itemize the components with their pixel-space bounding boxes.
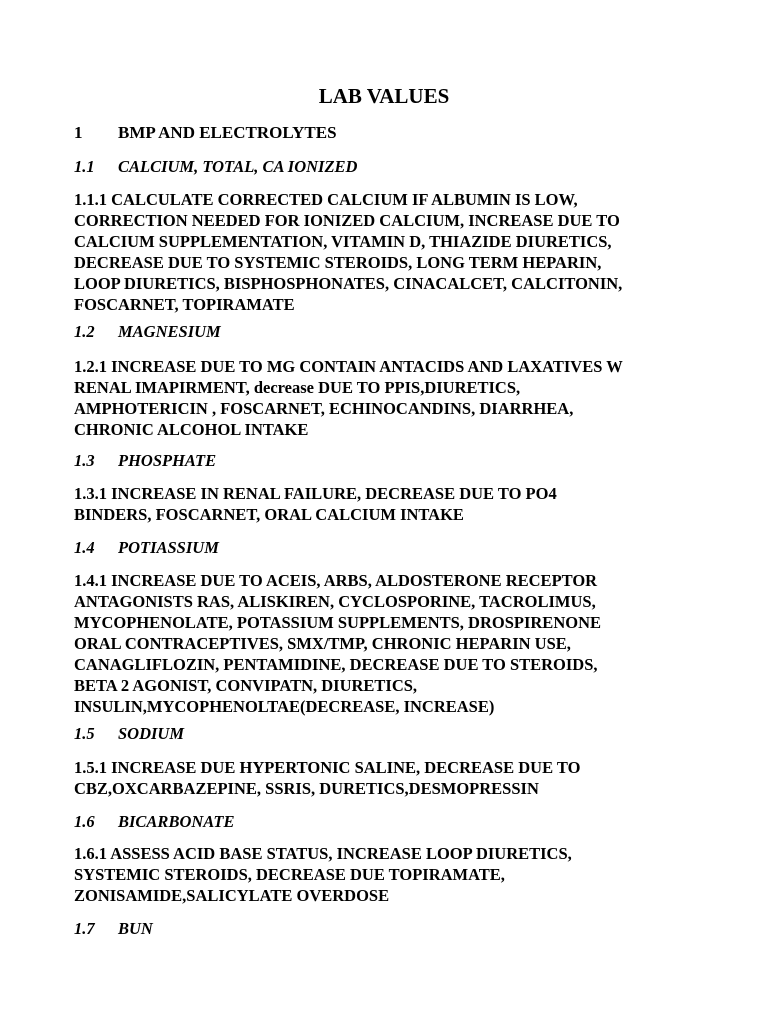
subsection-heading-magnesium <box>74 321 221 343</box>
subsection-label: PHOSPHATE <box>118 451 217 470</box>
subsection-heading-phosphate <box>74 450 216 472</box>
paragraph-line: ORAL CONTRACEPTIVES, SMX/TMP, CHRONIC HEPARIN USE, <box>74 634 571 653</box>
section-heading-1 <box>74 122 337 144</box>
subsection-number: 1.4 <box>74 538 95 557</box>
subsection-heading-sodium <box>74 723 184 745</box>
paragraph-line: BINDERS, FOSCARNET, ORAL CALCIUM INTAKE <box>74 505 464 524</box>
subsection-label: POTIASSIUM <box>118 538 219 557</box>
paragraph-line: LOOP DIURETICS, BISPHOSPHONATES, CINACALCET, CALCITONIN, <box>74 274 623 293</box>
subsection-label: BUN <box>118 919 153 938</box>
paragraph-line: 1.6.1 ASSESS ACID BASE STATUS, INCREASE LOOP DIURETICS, <box>74 844 572 863</box>
paragraph-line: ZONISAMIDE,SALICYLATE OVERDOSE <box>74 886 390 905</box>
paragraph-sodium <box>74 757 714 799</box>
section-number: 1 <box>74 123 83 142</box>
paragraph-line: CALCIUM SUPPLEMENTATION, VITAMIN D, THIAZIDE DIURETICS, <box>74 232 612 251</box>
paragraph-line: DECREASE DUE TO SYSTEMIC STEROIDS, LONG TERM HEPARIN, <box>74 253 602 272</box>
paragraph-line: 1.3.1 INCREASE IN RENAL FAILURE, DECREASE DUE TO PO4 <box>74 484 557 503</box>
subsection-label: SODIUM <box>118 724 185 743</box>
paragraph-line: ANTAGONISTS RAS, ALISKIREN, CYCLOSPORINE, TACROLIMUS, <box>74 592 596 611</box>
paragraph-line: FOSCARNET, TOPIRAMATE <box>74 295 295 314</box>
subsection-heading-potassium <box>74 537 219 559</box>
subsection-label: MAGNESIUM <box>118 322 221 341</box>
paragraph-phosphate <box>74 483 714 525</box>
subsection-number: 1.5 <box>74 724 95 743</box>
paragraph-line: RENAL IMAPIRMENT, decrease DUE TO PPIS,DIURETICS, <box>74 378 521 397</box>
document-title: LAB VALUES <box>318 84 450 108</box>
paragraph-line: 1.5.1 INCREASE DUE HYPERTONIC SALINE, DECREASE DUE TO <box>74 758 581 777</box>
section-label: BMP AND ELECTROLYTES <box>118 123 337 142</box>
paragraph-line: 1.2.1 INCREASE DUE TO MG CONTAIN ANTACIDS AND LAXATIVES W <box>74 357 623 376</box>
subsection-number: 1.3 <box>74 451 95 470</box>
subsection-label: CALCIUM, TOTAL, CA IONIZED <box>118 157 358 176</box>
subsection-heading-bicarbonate <box>74 811 234 833</box>
paragraph-calcium <box>74 189 714 315</box>
subsection-number: 1.2 <box>74 322 95 341</box>
paragraph-line: CANAGLIFLOZIN, PENTAMIDINE, DECREASE DUE TO STEROIDS, <box>74 655 598 674</box>
paragraph-line: INSULIN,MYCOPHENOLTAE(DECREASE, INCREASE) <box>74 697 495 716</box>
paragraph-bicarbonate <box>74 843 714 906</box>
subsection-heading-calcium <box>74 156 357 178</box>
subsection-number: 1.6 <box>74 812 95 831</box>
paragraph-line: 1.4.1 INCREASE DUE TO ACEIS, ARBS, ALDOSTERONE RECEPTOR <box>74 571 598 590</box>
paragraph-line: 1.1.1 CALCULATE CORRECTED CALCIUM IF ALBUMIN IS LOW, <box>74 190 578 209</box>
subsection-number: 1.7 <box>74 919 95 938</box>
paragraph-line: SYSTEMIC STEROIDS, DECREASE DUE TOPIRAMATE, <box>74 865 505 884</box>
paragraph-line: CBZ,OXCARBAZEPINE, SSRIS, DURETICS,DESMOPRESSIN <box>74 779 539 798</box>
paragraph-line: BETA 2 AGONIST, CONVIPATN, DIURETICS, <box>74 676 418 695</box>
paragraph-magnesium <box>74 356 714 440</box>
paragraph-line: CORRECTION NEEDED FOR IONIZED CALCIUM, INCREASE DUE TO <box>74 211 620 230</box>
paragraph-line: CHRONIC ALCOHOL INTAKE <box>74 420 309 439</box>
paragraph-line: MYCOPHENOLATE, POTASSIUM SUPPLEMENTS, DROSPIRENONE <box>74 613 601 632</box>
subsection-heading-bun <box>74 918 153 940</box>
paragraph-line: AMPHOTERICIN , FOSCARNET, ECHINOCANDINS, DIARRHEA, <box>74 399 574 418</box>
subsection-number: 1.1 <box>74 157 95 176</box>
subsection-label: BICARBONATE <box>118 812 235 831</box>
paragraph-potassium <box>74 570 714 717</box>
